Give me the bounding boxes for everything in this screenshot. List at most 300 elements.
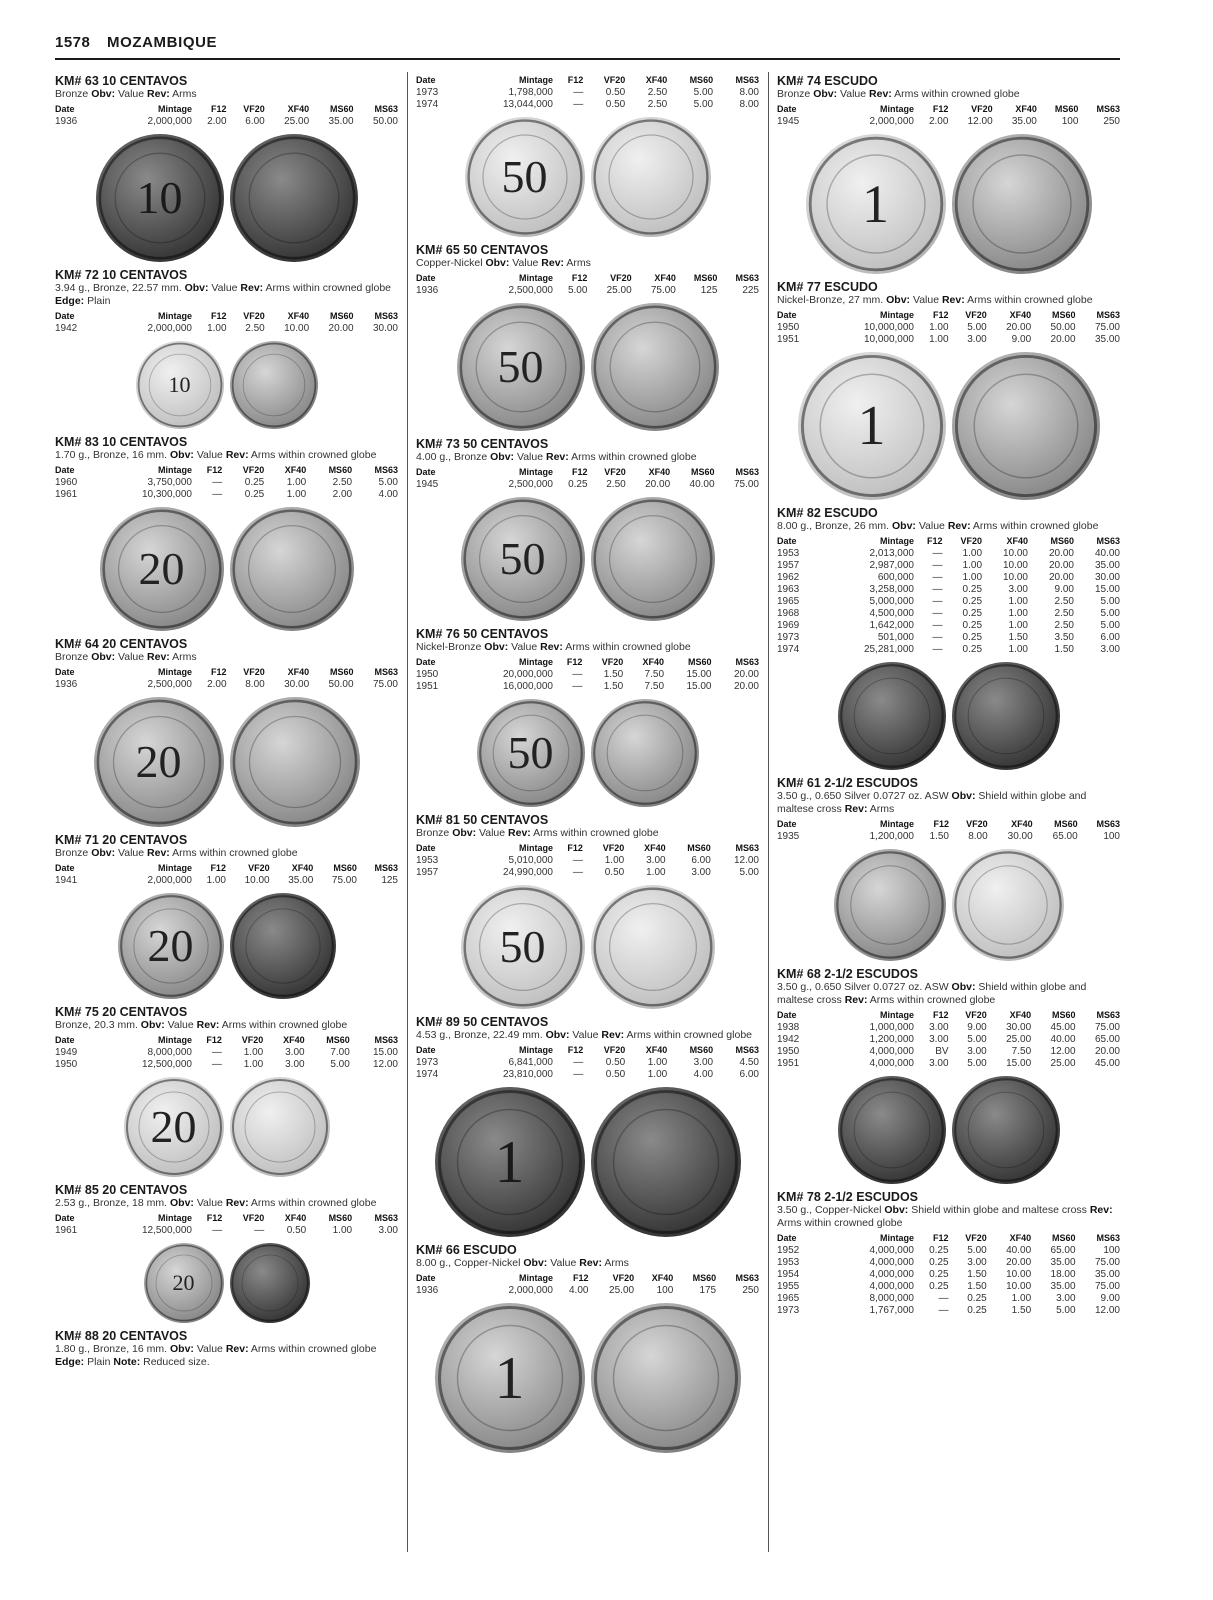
entry-title: KM# 85 20 CENTAVOS [55, 1183, 188, 1197]
coin-rim [230, 893, 336, 999]
cell-date: 1974 [416, 1069, 439, 1080]
cell-ms63: 125 [381, 875, 398, 886]
column-header-xf40: XF40 [1015, 104, 1037, 114]
column-header-date: Date [777, 536, 797, 546]
cell-ms60: 20.00 [328, 323, 354, 334]
cell-ms63: 12.00 [372, 1059, 398, 1070]
cell-vf20: 8.00 [245, 679, 265, 690]
entry-description: Nickel-Bronze, 27 mm. Obv: Value Rev: Arms within crowned globe [777, 294, 1093, 306]
cell-f12: — [932, 584, 943, 595]
cell-vf20: 2.50 [245, 323, 265, 334]
table-row [55, 679, 398, 691]
entry-description: 2.53 g., Bronze, 18 mm. Obv: Value Rev: Arms within crowned globe [55, 1197, 377, 1209]
catalog-entry-continued [416, 74, 759, 111]
column-header-f12: F12 [567, 75, 584, 85]
column-header-xf40: XF40 [1009, 1233, 1032, 1243]
column-header-date: Date [55, 465, 75, 475]
cell-f12: — [573, 1069, 584, 1080]
mintage-table [416, 1044, 759, 1081]
column-header-date: Date [55, 311, 75, 321]
cell-ms60: 5.00 [693, 99, 714, 110]
table-row [416, 681, 759, 693]
column-header-vf20: VF20 [960, 536, 983, 546]
coin-value-text: 50 [507, 727, 554, 778]
cell-mintage: 2,500,000 [147, 679, 192, 690]
column-header-vf20: VF20 [243, 311, 265, 321]
cell-xf40: 10.00 [1006, 1269, 1032, 1280]
cell-vf20: 0.25 [962, 608, 983, 619]
cell-vf20: 3.00 [967, 1257, 987, 1268]
coin-value-text: 20 [138, 543, 185, 594]
cell-xf40: 20.00 [1006, 322, 1032, 333]
cell-xf40: 75.00 [650, 285, 676, 296]
coin-rim [952, 662, 1060, 770]
coin-photos [55, 1077, 398, 1177]
column-header-vf20: VF20 [965, 1010, 987, 1020]
cell-ms60: 35.00 [1050, 1281, 1076, 1292]
cell-xf40: 0.50 [286, 1225, 307, 1236]
entry-title: KM# 89 50 CENTAVOS [416, 1015, 549, 1029]
coin-value-text: 10 [136, 172, 183, 223]
table-header-row [416, 1272, 759, 1285]
cell-f12: — [572, 669, 583, 680]
cell-ms63: 5.00 [739, 867, 759, 878]
cell-date: 1969 [777, 620, 800, 631]
coin-rim [230, 134, 358, 262]
cell-xf40: 2.50 [647, 99, 668, 110]
catalog-entry [416, 243, 759, 297]
cell-mintage: 4,000,000 [869, 1269, 914, 1280]
column-header-f12: F12 [933, 1233, 949, 1243]
table-row [777, 1293, 1120, 1305]
cell-f12: 5.00 [567, 285, 588, 296]
cell-xf40: 1.50 [1011, 1305, 1032, 1316]
cell-xf40: 1.00 [286, 489, 307, 500]
cell-mintage: 2,000,000 [147, 875, 192, 886]
cell-mintage: 23,810,000 [502, 1069, 553, 1080]
coin-rim [230, 507, 354, 631]
column-header-mintage: Mintage [518, 843, 553, 853]
cell-vf20: 1.00 [604, 855, 625, 866]
column-header-vf20: VF20 [966, 819, 988, 829]
cell-f12: — [573, 1057, 584, 1068]
cell-date: 1949 [55, 1047, 78, 1058]
column-header-vf20: VF20 [242, 465, 265, 475]
catalog-entry [55, 1005, 398, 1071]
column-header-ms60: MS60 [330, 667, 354, 677]
cell-f12: 3.00 [929, 1022, 949, 1033]
cell-ms63: 8.00 [739, 99, 759, 110]
cell-vf20: 10.00 [244, 875, 270, 886]
table-row [777, 1305, 1120, 1317]
cell-ms60: 9.00 [1054, 584, 1074, 595]
coin-value-text: 1 [857, 395, 886, 457]
cell-vf20: 0.50 [605, 1057, 626, 1068]
column-header-ms60: MS60 [328, 1213, 353, 1223]
cell-ms60: 100 [1061, 116, 1079, 127]
cell-vf20: 1.50 [603, 669, 624, 680]
cell-ms60: 3.00 [1056, 1293, 1076, 1304]
column-header-ms63: MS63 [374, 1035, 398, 1045]
cell-f12: 3.00 [929, 1034, 949, 1045]
cell-ms63: 12.00 [1094, 1305, 1120, 1316]
table-header-row [777, 309, 1120, 322]
cell-date: 1974 [777, 644, 800, 655]
cell-f12: 0.25 [929, 1269, 949, 1280]
catalog-entry [416, 437, 759, 491]
column-header-ms63: MS63 [374, 311, 398, 321]
cell-xf40: 1.00 [1011, 1293, 1032, 1304]
coin-rim [230, 1243, 310, 1323]
cell-ms63: 35.00 [1094, 560, 1120, 571]
column-header-mintage: Mintage [157, 1213, 192, 1223]
coin-reverse-image [591, 1303, 741, 1453]
coin-photos [416, 699, 759, 807]
cell-xf40: 1.00 [1008, 608, 1028, 619]
column-header-ms60: MS60 [328, 465, 353, 475]
coin-reverse-image [591, 885, 715, 1009]
entry-description: 3.50 g., 0.650 Silver 0.0727 oz. ASW Obv: Shield within globe and maltese cross Rev: Arms [777, 790, 1087, 815]
cell-f12: 1.50 [929, 831, 949, 842]
cell-xf40: 10.00 [284, 323, 310, 334]
cell-f12: 0.25 [929, 1245, 949, 1256]
cell-vf20: 1.00 [243, 1047, 264, 1058]
cell-xf40: 20.00 [645, 479, 671, 490]
entry-description: 1.70 g., Bronze, 16 mm. Obv: Value Rev: Arms within crowned globe [55, 449, 377, 461]
cell-f12: — [938, 1305, 949, 1316]
table-row [416, 1285, 759, 1297]
column-header-ms63: MS63 [735, 1273, 759, 1283]
catalog-entry [416, 1015, 759, 1081]
column-header-ms60: MS60 [689, 1045, 714, 1055]
entry-description: 8.00 g., Bronze, 26 mm. Obv: Value Rev: Arms within crowned globe [777, 520, 1099, 532]
cell-f12: — [938, 1293, 949, 1304]
column-header-ms60: MS60 [689, 75, 714, 85]
cell-f12: 3.00 [929, 1058, 949, 1069]
cell-mintage: 10,300,000 [141, 489, 192, 500]
entry-description: 8.00 g., Copper-Nickel Obv: Value Rev: Arms [416, 1257, 629, 1269]
cell-xf40: 35.00 [288, 875, 314, 886]
column-header-ms63: MS63 [1096, 819, 1120, 829]
cell-vf20: 1.00 [962, 548, 983, 559]
entry-description: Copper-Nickel Obv: Value Rev: Arms [416, 257, 591, 269]
cell-date: 1942 [777, 1034, 800, 1045]
mintage-table [777, 535, 1120, 656]
column-header-vf20: VF20 [603, 1045, 626, 1055]
column-header-mintage: Mintage [518, 273, 553, 283]
coin-photos [416, 303, 759, 431]
cell-f12: — [932, 596, 943, 607]
coin-obverse-image [457, 303, 585, 431]
cell-ms60: 1.50 [1054, 644, 1074, 655]
cell-vf20: 25.00 [609, 1285, 635, 1296]
column-header-date: Date [777, 104, 797, 114]
column-header-ms60: MS60 [1054, 819, 1078, 829]
cell-vf20: 3.00 [967, 1046, 987, 1057]
coin-photos [416, 885, 759, 1009]
cell-ms60: 40.00 [1050, 1034, 1076, 1045]
cell-vf20: 1.50 [967, 1269, 987, 1280]
column-header-mintage: Mintage [518, 1045, 553, 1055]
coin-photos [55, 341, 398, 429]
column-header-f12: F12 [206, 1213, 223, 1223]
coin-reverse-image [952, 662, 1060, 770]
column-header-mintage: Mintage [518, 657, 553, 667]
cell-mintage: 4,500,000 [869, 608, 914, 619]
column-header-xf40: XF40 [645, 75, 668, 85]
coin-photos [416, 1087, 759, 1237]
table-row [777, 632, 1120, 644]
cell-ms63: 75.00 [372, 679, 398, 690]
column-header-vf20: VF20 [241, 1035, 264, 1045]
column-2 [416, 72, 759, 1459]
coin-value-text: 50 [499, 921, 546, 972]
catalog-entry [777, 280, 1120, 346]
catalog-entry [416, 627, 759, 693]
cell-vf20: 12.00 [967, 116, 993, 127]
cell-xf40: 25.00 [284, 116, 310, 127]
cell-date: 1951 [416, 681, 439, 692]
cell-ms63: 20.00 [1094, 1046, 1120, 1057]
entry-description: Bronze Obv: Value Rev: Arms within crowned globe [416, 827, 659, 839]
table-row [777, 1034, 1120, 1046]
column-header-vf20: VF20 [965, 310, 987, 320]
catalog-entry [777, 506, 1120, 656]
table-row [777, 608, 1120, 620]
column-header-vf20: VF20 [248, 863, 270, 873]
coin-value-text: 50 [501, 151, 548, 202]
table-row [777, 596, 1120, 608]
entry-description: 1.80 g., Bronze, 16 mm. Obv: Value Rev: Arms within crowned globe Edge: Plain Note: Reduced size. [55, 1343, 377, 1368]
cell-date: 1953 [777, 1257, 800, 1268]
column-header-f12: F12 [567, 843, 583, 853]
cell-date: 1963 [777, 584, 800, 595]
cell-ms63: 65.00 [1094, 1034, 1120, 1045]
page-header [55, 34, 1120, 60]
table-row [416, 479, 759, 491]
cell-xf40: 1.00 [1008, 620, 1028, 631]
table-row [777, 1058, 1120, 1070]
cell-ms60: 12.00 [1050, 1046, 1076, 1057]
column-header-xf40: XF40 [284, 1213, 307, 1223]
column-header-ms60: MS60 [692, 1273, 717, 1283]
column-header-f12: F12 [926, 536, 943, 546]
page-number: 1578 [55, 34, 91, 51]
table-row [777, 572, 1120, 584]
cell-xf40: 3.00 [285, 1059, 305, 1070]
table-row [416, 285, 759, 297]
cell-date: 1941 [55, 875, 78, 886]
catalog-entry [777, 776, 1120, 843]
mintage-table [55, 103, 398, 128]
cell-xf40: 30.00 [284, 679, 310, 690]
cell-ms63: 5.00 [1100, 620, 1120, 631]
cell-vf20: 0.50 [604, 867, 625, 878]
cell-vf20: 1.50 [967, 1281, 987, 1292]
table-row [55, 1047, 398, 1059]
cell-f12: — [211, 1059, 222, 1070]
column-header-date: Date [55, 863, 75, 873]
coin-value-text: 1 [862, 174, 889, 234]
column-header-date: Date [777, 1233, 797, 1243]
table-row [777, 584, 1120, 596]
cell-mintage: 4,000,000 [869, 1046, 914, 1057]
cell-xf40: 3.00 [285, 1047, 305, 1058]
cell-ms60: 2.00 [332, 489, 353, 500]
entry-description: Nickel-Bronze Obv: Value Rev: Arms within crowned globe [416, 641, 691, 653]
entry-title: KM# 75 20 CENTAVOS [55, 1005, 188, 1019]
catalog-entry [55, 833, 398, 887]
column-header-ms60: MS60 [1054, 104, 1079, 114]
cell-mintage: 8,000,000 [869, 1293, 914, 1304]
mintage-table [416, 1272, 759, 1297]
coin-photos [777, 662, 1120, 770]
coin-value-text: 1 [494, 1345, 525, 1411]
table-header-row [55, 103, 398, 116]
column-header-ms63: MS63 [1096, 1233, 1120, 1243]
column-3 [777, 72, 1120, 1317]
cell-mintage: 5,010,000 [508, 855, 553, 866]
coin-rim [230, 341, 318, 429]
mintage-table [416, 842, 759, 879]
column-header-f12: F12 [211, 667, 227, 677]
coin-obverse-image [838, 662, 946, 770]
column-header-mintage: Mintage [157, 465, 192, 475]
column-divider [768, 72, 769, 1552]
mintage-table [416, 272, 759, 297]
cell-xf40: 1.00 [1008, 644, 1028, 655]
entry-title: KM# 73 50 CENTAVOS [416, 437, 549, 451]
cell-date: 1942 [55, 323, 78, 334]
cell-date: 1952 [777, 1245, 800, 1256]
coin-value-text: 10 [168, 372, 191, 397]
cell-mintage: 1,642,000 [869, 620, 914, 631]
cell-vf20: 0.25 [967, 1305, 987, 1316]
entry-title: KM# 61 2-1/2 ESCUDOS [777, 776, 919, 790]
column-header-xf40: XF40 [654, 273, 676, 283]
mintage-table [777, 818, 1120, 843]
table-row [416, 669, 759, 681]
coin-obverse-image [798, 352, 946, 500]
coin-rim [952, 134, 1092, 274]
cell-vf20: — [254, 1225, 265, 1236]
cell-date: 1950 [55, 1059, 78, 1070]
coin-photos [55, 134, 398, 262]
coin-obverse-image [124, 1077, 224, 1177]
column-header-xf40: XF40 [284, 465, 307, 475]
entry-title: KM# 77 ESCUDO [777, 280, 878, 294]
coin-obverse-image [96, 134, 224, 262]
cell-ms60: 2.50 [332, 477, 353, 488]
cell-vf20: 5.00 [967, 1058, 987, 1069]
column-header-vf20: VF20 [243, 104, 265, 114]
cell-ms60: 4.00 [693, 1069, 714, 1080]
coin-reverse-image [230, 134, 358, 262]
mintage-table [55, 464, 398, 501]
entry-description: 3.50 g., Copper-Nickel Obv: Shield within globe and maltese cross Rev: Arms within crowned globe [777, 1204, 1113, 1229]
cell-date: 1955 [777, 1281, 800, 1292]
cell-ms63: 5.00 [378, 477, 398, 488]
cell-ms60: 50.00 [1050, 322, 1076, 333]
coin-photos [777, 1076, 1120, 1184]
column-header-date: Date [416, 1045, 436, 1055]
cell-mintage: 1,200,000 [869, 1034, 914, 1045]
column-header-date: Date [777, 1010, 797, 1020]
table-row [777, 560, 1120, 572]
cell-mintage: 1,200,000 [869, 831, 914, 842]
column-header-ms63: MS63 [735, 657, 759, 667]
coin-value-text: 20 [172, 1270, 195, 1295]
coin-rim [952, 849, 1064, 961]
coin-reverse-image [952, 1076, 1060, 1184]
column-header-vf20: VF20 [242, 1213, 265, 1223]
cell-ms63: 250 [742, 1285, 759, 1296]
entry-title: KM# 64 20 CENTAVOS [55, 637, 188, 651]
cell-mintage: 8,000,000 [147, 1047, 192, 1058]
coin-reverse-image [591, 303, 719, 431]
column-header-xf40: XF40 [287, 104, 310, 114]
column-header-f12: F12 [206, 465, 223, 475]
cell-xf40: 10.00 [1006, 1281, 1032, 1292]
cell-mintage: 3,750,000 [147, 477, 192, 488]
coin-rim [230, 1077, 330, 1177]
cell-xf40: 2.50 [647, 87, 668, 98]
cell-mintage: 5,000,000 [869, 596, 914, 607]
cell-ms63: 225 [742, 285, 759, 296]
column-header-vf20: VF20 [965, 1233, 987, 1243]
cell-ms63: 100 [1103, 831, 1120, 842]
cell-date: 1968 [777, 608, 800, 619]
entry-title: KM# 83 10 CENTAVOS [55, 435, 188, 449]
cell-vf20: 0.25 [962, 620, 983, 631]
coin-rim [591, 1087, 741, 1237]
mintage-table [55, 310, 398, 335]
entry-title: KM# 72 10 CENTAVOS [55, 268, 188, 282]
coin-rim [591, 497, 715, 621]
column-header-vf20: VF20 [602, 843, 625, 853]
column-header-mintage: Mintage [879, 1010, 914, 1020]
table-header-row [416, 272, 759, 285]
cell-xf40: 25.00 [1006, 1034, 1032, 1045]
coin-obverse-image [461, 885, 585, 1009]
cell-f12: — [212, 489, 223, 500]
table-row [55, 489, 398, 501]
coin-photos [416, 1303, 759, 1453]
cell-f12: — [212, 477, 223, 488]
cell-vf20: 2.50 [606, 479, 626, 490]
table-row [416, 867, 759, 879]
cell-ms63: 20.00 [733, 681, 759, 692]
cell-xf40: 1.00 [286, 477, 307, 488]
column-header-date: Date [416, 75, 436, 85]
cell-f12: — [572, 855, 583, 866]
cell-vf20: 0.50 [605, 1069, 626, 1080]
coin-reverse-image [952, 134, 1092, 274]
column-header-ms63: MS63 [1096, 104, 1120, 114]
column-header-f12: F12 [566, 657, 583, 667]
column-header-date: Date [416, 843, 436, 853]
cell-f12: — [932, 644, 943, 655]
cell-ms60: 35.00 [1050, 1257, 1076, 1268]
entry-title: KM# 74 ESCUDO [777, 74, 878, 88]
column-header-vf20: VF20 [601, 657, 624, 667]
column-header-ms63: MS63 [374, 1213, 398, 1223]
coin-reverse-image [230, 341, 318, 429]
catalog-entry [777, 967, 1120, 1070]
coin-reverse-image [230, 1243, 310, 1323]
column-header-date: Date [55, 1213, 75, 1223]
cell-vf20: 3.00 [967, 334, 987, 345]
